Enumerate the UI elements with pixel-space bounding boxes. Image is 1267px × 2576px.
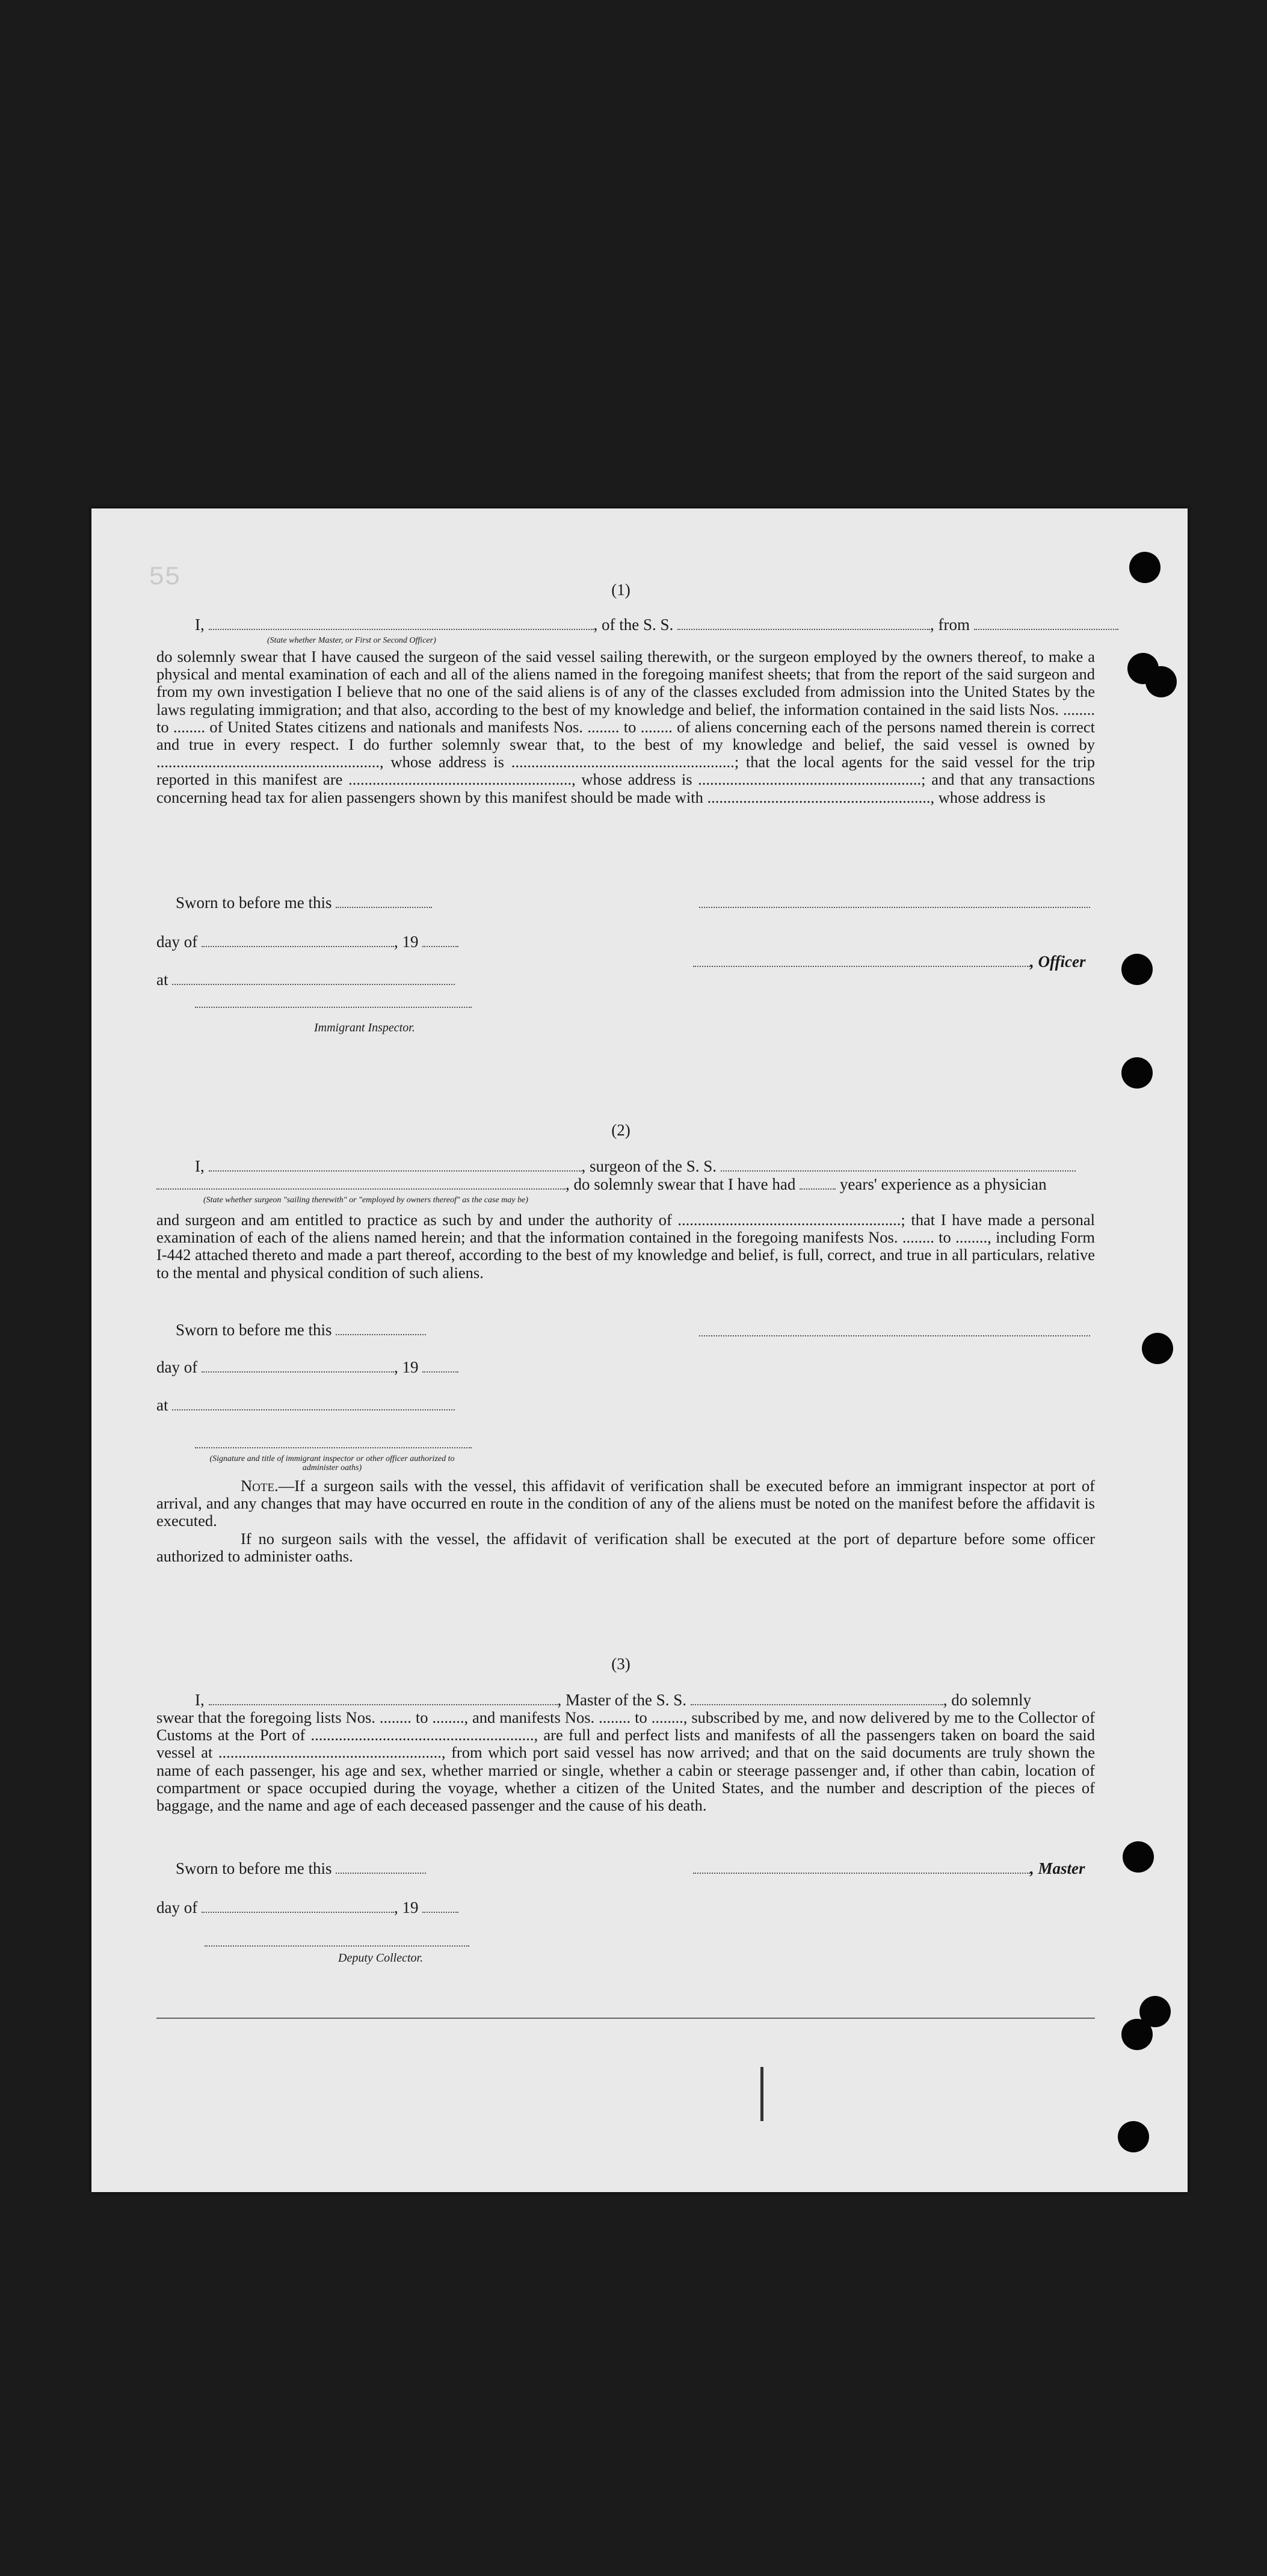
- section-1-opening-line: [195, 616, 1118, 634]
- officer-signature-field[interactable]: [693, 954, 1030, 967]
- section-3-oath-body: swear that the foregoing lists Nos. ........ to ........, and manifests Nos. ........ to ........, subscribed by me, and now delivered by me to the Collector of Customs at the Port of ........................................................, are full and perfect lists and manifests of all the passengers taken on board the said vessel at ........................................................, from which port said vessel has now arrived; and that on the said documents are truly shown the name of each passenger, his age and sex, whether married or single, whether a cabin or steerage passenger and, if other than cabin, location of compartment or space occupied during the voyage, whether a citizen of the United States, and the number and description of the pieces of baggage, and the name and age of each deceased passenger and the cause of his death.: [156, 1708, 1095, 1815]
- section-2-at-line: [156, 1396, 455, 1415]
- day-of-label: day of: [156, 1898, 198, 1917]
- section-2-i-label: I,: [195, 1157, 205, 1175]
- bottom-rule: [156, 2018, 1095, 2019]
- section-2-opening-line: [195, 1157, 1076, 1176]
- day-month-field[interactable]: [202, 1900, 394, 1913]
- year-field[interactable]: [422, 1359, 458, 1373]
- punch-hole: [1121, 1057, 1153, 1089]
- section-2-oath-body: and surgeon and am entitled to practice as such by and under the authority of ........................................................; that I have made a personal examination of each of the aliens named herein; and that the information contained in the foregoing manifests Nos. ........ to ........, including Form I-442 attached thereto and made a part thereof, according to the best of my knowledge and belief, is full, correct, and true in all particulars, relative to the mental and physical condition of such aliens.: [156, 1211, 1095, 1282]
- section-2-note: [156, 1477, 1095, 1565]
- sworn-label: Sworn to before me this: [176, 1859, 332, 1877]
- section-1-at-line: [156, 971, 455, 989]
- at-label: at: [156, 1396, 168, 1414]
- surgeon-status-field[interactable]: [156, 1176, 566, 1190]
- punch-hole: [1145, 666, 1177, 697]
- section-2-day-line: [156, 1358, 458, 1377]
- year-label: , 19: [393, 1898, 419, 1917]
- punch-hole: [1121, 2019, 1153, 2050]
- sworn-label: Sworn to before me this: [176, 1321, 332, 1339]
- section-1-signature-line[interactable]: [699, 907, 1090, 908]
- day-of-label: day of: [156, 933, 198, 951]
- bleed-through-text: 55: [149, 563, 180, 593]
- sworn-label: Sworn to before me this: [176, 894, 332, 912]
- place-field[interactable]: [172, 972, 455, 985]
- manifest-form-sheet: [91, 508, 1188, 2192]
- year-label: , 19: [393, 933, 419, 951]
- master-vessel-field[interactable]: [691, 1692, 943, 1705]
- punch-hole: [1121, 954, 1153, 985]
- surgeon-name-field[interactable]: [209, 1158, 582, 1172]
- note-text: —If a surgeon sails with the vessel, this affidavit of verification shall be executed before an immigrant inspector at port of arrival, and any changes that may have occurred en route in the condition of any of the aliens must be noted on the manifest before the affidavit is executed.: [156, 1477, 1095, 1530]
- year-field[interactable]: [422, 934, 458, 947]
- section-3-sworn-line: [176, 1859, 426, 1878]
- note-text-2: If no surgeon sails with the vessel, the affidavit of verification shall be executed at the port of departure before some officer authorized to administer oaths.: [156, 1529, 1095, 1565]
- day-of-label: day of: [156, 1358, 198, 1376]
- day-month-field[interactable]: [202, 1359, 394, 1373]
- from-label: , from: [930, 616, 970, 634]
- inspector-signature-line[interactable]: [195, 1447, 472, 1448]
- punch-hole: [1118, 2121, 1149, 2152]
- punch-hole: [1142, 1333, 1173, 1364]
- section-1-day-line: [156, 933, 458, 951]
- surgeon-vessel-field[interactable]: [721, 1158, 1076, 1172]
- section-3-i-label: I,: [195, 1691, 205, 1709]
- section-2-status-note: (State whether surgeon "sailing therewith" or "employed by owners thereof" as the case may be): [203, 1196, 528, 1205]
- swear-label: , do solemnly swear that I have had: [566, 1175, 796, 1193]
- master-signature-field[interactable]: [693, 1861, 1030, 1874]
- section-1-number: (1): [611, 581, 630, 599]
- ink-mark: [760, 2067, 763, 2121]
- section-3-master-line: [693, 1859, 1085, 1878]
- section-1-oath-text: [156, 648, 1095, 806]
- surgeon-ss-label: , surgeon of the S. S.: [581, 1157, 717, 1175]
- departure-port-field[interactable]: [974, 617, 1118, 630]
- ss-label: , of the S. S.: [593, 616, 674, 634]
- at-label: at: [156, 971, 168, 989]
- punch-hole: [1129, 552, 1161, 583]
- day-month-field[interactable]: [202, 934, 394, 947]
- vessel-name-field[interactable]: [677, 617, 930, 630]
- section-3-number: (3): [611, 1655, 630, 1673]
- section-1-i-label: I,: [195, 616, 205, 634]
- section-3-day-line: [156, 1898, 458, 1917]
- master-name-field[interactable]: [209, 1692, 558, 1705]
- sworn-day-field[interactable]: [336, 895, 432, 908]
- inspector-caption: Immigrant Inspector.: [314, 1021, 415, 1034]
- place-field[interactable]: [172, 1397, 455, 1410]
- section-1-role-note: (State whether Master, or First or Second Officer): [267, 636, 436, 645]
- section-2-second-line: [156, 1175, 1047, 1194]
- master-ss-label: , Master of the S. S.: [557, 1691, 686, 1709]
- signature-caption: (Signature and title of immigrant inspector or other officer authorized to administer oaths): [209, 1454, 455, 1472]
- officer-name-field[interactable]: [209, 617, 594, 630]
- section-1-officer-line: [693, 953, 1085, 971]
- do-solemnly-label: , do solemnly: [943, 1691, 1031, 1709]
- surgeon-signature-line[interactable]: [699, 1335, 1090, 1336]
- officer-label: , Officer: [1030, 953, 1086, 971]
- section-3-oath-text: [156, 1709, 1095, 1814]
- section-3-opening-line: [195, 1691, 1031, 1710]
- section-2-number: (2): [611, 1121, 630, 1139]
- section-2-oath-text: [156, 1211, 1095, 1282]
- sworn-day-field[interactable]: [336, 1861, 426, 1874]
- years-field[interactable]: [800, 1176, 836, 1190]
- collector-caption: Deputy Collector.: [338, 1951, 424, 1965]
- section-1-oath-body: do solemnly swear that I have caused the surgeon of the said vessel sailing therewith, or the surgeon employed by the owners thereof, to make a physical and mental examination of each and all of the aliens named in the foregoing manifest sheets; that from the report of the said surgeon and from my own investigation I believe that no one of the said aliens is of any of the classes excluded from admission into the United States by the laws regulating immigration; and that also, according to the best of my knowledge and belief, the information contained in the said lists Nos. ........ to ........ of United States citizens and nationals and manifests Nos. ........ to ........ of aliens concerning each of the persons named therein is correct and true in every respect. I do further solemnly swear that, to the best of my knowledge and belief, the said vessel is owned by ........................................................, whose address is ........................................................; that the local agents for the said vessel for the trip reported in this manifest are ........................................................, whose address is ........................................................; and that any transactions concerning head tax for alien passengers shown by this manifest should be made with ........................................................, whose address is: [156, 647, 1095, 806]
- section-2-sworn-line: [176, 1321, 426, 1339]
- inspector-signature-line[interactable]: [195, 1007, 472, 1008]
- collector-signature-line[interactable]: [205, 1945, 469, 1947]
- year-label: , 19: [393, 1358, 419, 1376]
- sworn-day-field[interactable]: [336, 1322, 426, 1335]
- master-label: , Master: [1030, 1859, 1085, 1877]
- year-field[interactable]: [422, 1900, 458, 1913]
- note-label: Note.: [241, 1477, 279, 1495]
- years-label: years' experience as a physician: [839, 1175, 1047, 1193]
- punch-hole: [1123, 1841, 1154, 1873]
- section-1-sworn-line: [176, 894, 432, 912]
